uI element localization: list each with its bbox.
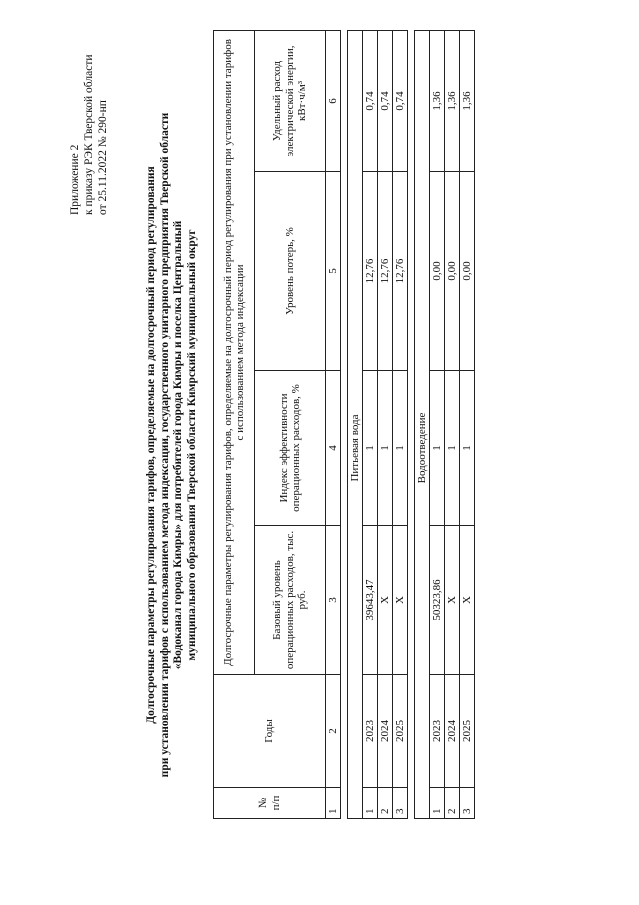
cell-energy: 1,36 <box>430 31 445 172</box>
cell-base: 50323,86 <box>430 526 445 675</box>
cell-index: 1 <box>393 371 408 526</box>
header-row <box>214 31 255 819</box>
cell-num: 1 <box>430 788 445 819</box>
tariff-parameters-table <box>213 30 475 819</box>
header-index: Индекс эффективности операционных расходов, % <box>255 371 326 526</box>
table-row <box>378 31 393 819</box>
cell-year: 2025 <box>393 675 408 788</box>
cell-index: 1 <box>378 371 393 526</box>
cell-energy: 1,36 <box>445 31 460 172</box>
section-name: Водоотведение <box>415 371 430 526</box>
cell-loss: 12,76 <box>363 172 378 371</box>
title-line: «Водоканал города Кимры» для потребителей города Кимры и поселка Центральный <box>172 220 184 670</box>
col-number: 5 <box>326 172 341 371</box>
cell-base: 39643,47 <box>363 526 378 675</box>
cell-index: 1 <box>460 371 475 526</box>
title-line: Долгосрочные параметры регулирования тарифов, определяемые на долгосрочный период регулирования <box>145 166 157 724</box>
table-row <box>363 31 378 819</box>
annex-reference <box>68 15 110 215</box>
cell-num: 1 <box>363 788 378 819</box>
document-title <box>145 55 199 835</box>
col-number: 4 <box>326 371 341 526</box>
table-row <box>393 31 408 819</box>
cell-index: 1 <box>363 371 378 526</box>
cell-num: 2 <box>378 788 393 819</box>
column-number-row <box>326 31 341 819</box>
section-header-row <box>348 31 363 819</box>
cell-loss: 12,76 <box>393 172 408 371</box>
table-row <box>430 31 445 819</box>
header-num: № п/п <box>214 788 326 819</box>
cell-base: X <box>393 526 408 675</box>
cell-num: 2 <box>445 788 460 819</box>
cell-num: 3 <box>460 788 475 819</box>
spacer <box>341 31 348 819</box>
cell-year: 2023 <box>430 675 445 788</box>
header-years: Годы <box>214 675 326 788</box>
title-line: муниципального образования Тверской области Кимрский муниципальный округ <box>185 229 198 661</box>
cell-year: 2024 <box>445 675 460 788</box>
cell-year: 2024 <box>378 675 393 788</box>
cell-year: 2025 <box>460 675 475 788</box>
header-group: Долгосрочные параметры регулирования тарифов, определяемые на долгосрочный период регулирования при установлении тарифов с использованием метода индексации <box>214 31 255 675</box>
annex-date: от 25.11.2022 № 290-нп <box>97 100 109 215</box>
cell-loss: 0,00 <box>430 172 445 371</box>
cell-year: 2023 <box>363 675 378 788</box>
cell-energy: 0,74 <box>393 31 408 172</box>
cell-index: 1 <box>445 371 460 526</box>
header-base: Базовый уровень операционных расходов, тыс. руб. <box>255 526 326 675</box>
section-header-row <box>415 31 430 819</box>
col-number: 6 <box>326 31 341 172</box>
spacer <box>408 31 415 819</box>
cell-energy: 0,74 <box>363 31 378 172</box>
cell-loss: 12,76 <box>378 172 393 371</box>
section-name: Питьевая вода <box>348 371 363 526</box>
cell-energy: 0,74 <box>378 31 393 172</box>
header-energy: Удельный расход электрической энергии, кВт·ч/м³ <box>255 31 326 172</box>
cell-base: X <box>445 526 460 675</box>
col-number: 1 <box>326 788 341 819</box>
cell-num: 3 <box>393 788 408 819</box>
annex-order: к приказу РЭК Тверской области <box>83 54 95 215</box>
col-number: 3 <box>326 526 341 675</box>
cell-index: 1 <box>430 371 445 526</box>
table-row <box>445 31 460 819</box>
title-line: при установлении тарифов с использованием метода индексации, государственного унитарного предприятия Тверской области <box>158 112 171 778</box>
col-number: 2 <box>326 675 341 788</box>
annex-number: Приложение 2 <box>69 144 81 215</box>
cell-loss: 0,00 <box>460 172 475 371</box>
cell-base: X <box>378 526 393 675</box>
cell-loss: 0,00 <box>445 172 460 371</box>
cell-energy: 1,36 <box>460 31 475 172</box>
cell-base: X <box>460 526 475 675</box>
table-row <box>460 31 475 819</box>
header-loss: Уровень потерь, % <box>255 172 326 371</box>
